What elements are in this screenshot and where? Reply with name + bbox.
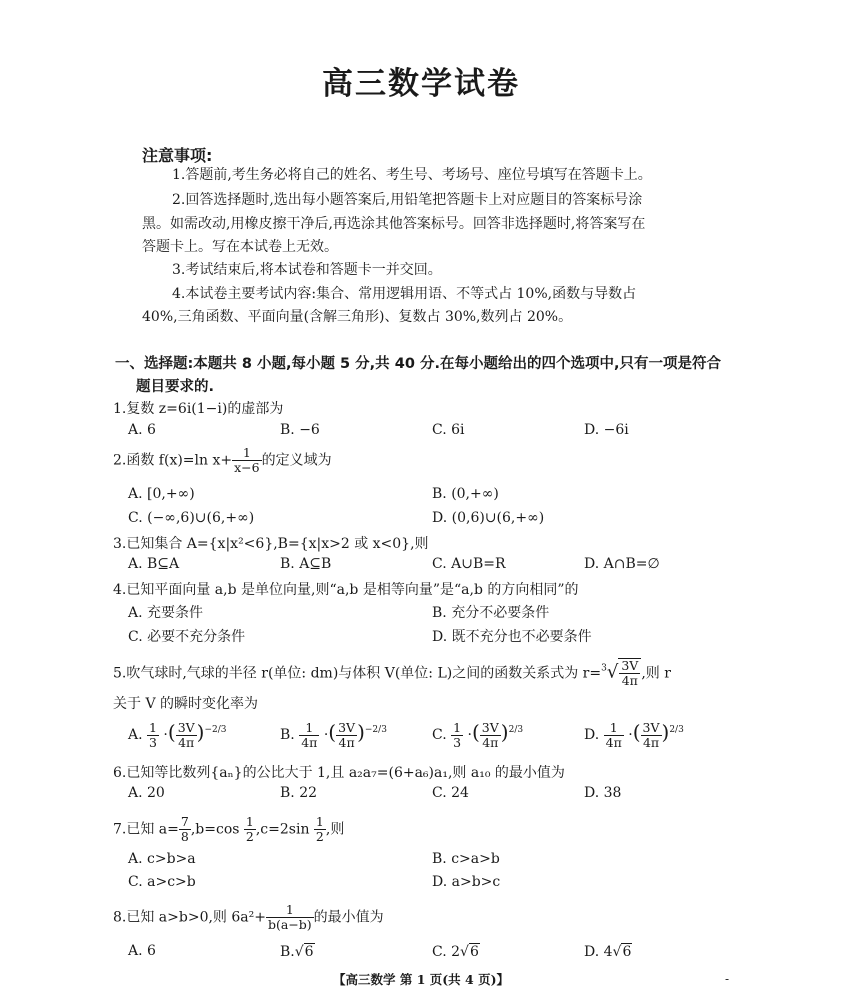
notice-line-2c: 答题卡上。写在本试卷上无效。	[142, 239, 338, 255]
question-1-option-c: C. 6i	[432, 422, 465, 438]
fraction-numerator: 1	[315, 814, 324, 829]
stem-text: 8.已知 a>b>0,则 6a²+	[113, 909, 266, 926]
question-5-stem-cont: 关于 V 的瞬时变化率为	[113, 696, 259, 712]
fraction-numerator: 1	[232, 446, 261, 461]
question-4-option-d: D. 既不充分也不必要条件	[432, 629, 592, 645]
question-7-option-c: C. a>c>b	[128, 874, 196, 890]
question-2-fraction	[232, 446, 261, 475]
option-label: B.	[280, 944, 295, 960]
question-1-option-a: A. 6	[128, 422, 156, 438]
fraction-numerator: 3V	[621, 658, 639, 673]
question-1-option-d: D. −6i	[584, 422, 629, 438]
question-4-option-c: C. 必要不充分条件	[128, 629, 246, 645]
dot: ·	[163, 727, 168, 743]
fraction	[299, 721, 319, 750]
question-2-stem-post: 的定义域为	[261, 452, 332, 469]
question-3-option-c: C. A∪B=R	[432, 556, 506, 572]
question-5-stem-post: ,则 r	[641, 665, 671, 682]
fraction	[176, 721, 197, 750]
question-2-option-d: D. (0,6)∪(6,+∞)	[432, 510, 545, 526]
fraction-denominator: 4π	[338, 734, 355, 750]
radical-sign: √	[294, 944, 304, 960]
question-8-option-d	[584, 943, 632, 960]
fraction	[314, 815, 326, 844]
radicand: 6	[622, 944, 632, 960]
question-1-option-b: B. −6	[280, 422, 320, 438]
fraction	[147, 721, 159, 750]
question-1-stem: 1.复数 z=6i(1−i)的虚部为	[113, 401, 284, 417]
fraction-numerator: 1	[604, 721, 624, 736]
option-label: A.	[128, 727, 143, 743]
fraction-numerator: 3V	[481, 719, 499, 735]
question-4-option-a: A. 充要条件	[128, 605, 204, 621]
fraction	[641, 721, 662, 750]
fraction-denominator: 4π	[642, 734, 660, 750]
exponent: −2/3	[364, 725, 387, 735]
fraction-denominator: 4π	[301, 734, 318, 750]
fraction-numerator: 3V	[338, 719, 356, 735]
fraction-denominator: 4π	[605, 734, 622, 750]
question-2-stem	[113, 446, 332, 475]
fraction	[266, 903, 314, 932]
question-3-option-b: B. A⊆B	[280, 556, 332, 572]
notice-line-1: 1.答题前,考生务必将自己的姓名、考生号、考场号、座位号填写在答题卡上。	[172, 167, 652, 183]
dot: ·	[628, 727, 633, 743]
fraction-denominator: 2	[245, 829, 254, 844]
question-3-stem: 3.已知集合 A={x|x²<6},B={x|x>2 或 x<0},则	[113, 536, 429, 552]
radical-sign: √	[606, 661, 619, 683]
fraction-denominator: 4π	[178, 734, 195, 750]
section-heading: 一、选择题:本题共 8 小题,每小题 5 分,共 40 分.在每小题给出的四个选项中,只有一项是符合	[115, 356, 721, 372]
fraction-numerator: 1	[299, 721, 319, 736]
option-label: B.	[280, 727, 295, 743]
fraction-numerator: 1	[453, 719, 462, 735]
fraction	[451, 721, 463, 750]
question-7-stem	[113, 815, 344, 844]
option-label: D. 4	[584, 944, 613, 960]
question-5-option-a: A. $\frac{1}{3}$ ·( $\frac{3V}{4\pi}$ )$^{-2/3}$	[128, 719, 227, 750]
exponent: −2/3	[204, 725, 227, 735]
fraction-denominator: x−6	[234, 460, 260, 475]
fraction-denominator: 4π	[621, 673, 638, 688]
root-index: 3	[601, 663, 607, 674]
notice-line-4b: 40%,三角函数、平面向量(含解三角形)、复数占 30%,数列占 20%。	[142, 309, 573, 325]
fraction	[336, 721, 357, 750]
question-2-option-a: A. [0,+∞)	[128, 486, 195, 502]
question-5-fraction	[619, 659, 640, 688]
fraction	[244, 815, 256, 844]
stem-text: ,则	[325, 821, 345, 838]
exponent: 2/3	[508, 725, 524, 735]
page-footer: 【高三数学 第 1 页(共 4 页)】	[333, 972, 509, 987]
fraction-denominator: 8	[180, 829, 189, 844]
question-7-option-a: A. c>b>a	[128, 851, 196, 867]
fraction-denominator: 3	[149, 734, 157, 750]
question-4-option-b: B. 充分不必要条件	[432, 605, 550, 621]
notice-line-2b: 黑。如需改动,用橡皮擦干净后,再选涂其他答案标号。回答非选择题时,将答案写在	[142, 216, 646, 232]
dot: ·	[467, 727, 472, 743]
stem-text: 的最小值为	[313, 909, 384, 926]
question-7-option-d: D. a>b>c	[432, 874, 501, 890]
question-8-option-b	[280, 943, 315, 960]
radical-sign: √	[612, 944, 622, 960]
question-7-option-b: B. c>a>b	[432, 851, 500, 867]
fraction	[604, 721, 624, 750]
question-5-option-d: D. $\frac{1}{4\pi}$ ·( $\frac{3V}{4\pi}$ )$^{2/3}$	[584, 719, 684, 750]
notice-heading: 注意事项:	[142, 146, 213, 165]
fraction-denominator: 4π	[482, 734, 499, 750]
question-2-option-c: C. (−∞,6)∪(6,+∞)	[128, 510, 255, 526]
question-6-stem: 6.已知等比数列{aₙ}的公比大于 1,且 a₂a₇=(6+a₆)a₁,则 a₁₀ 的最小值为	[113, 765, 565, 781]
question-8-option-a: A. 6	[128, 943, 156, 959]
exponent: 2/3	[669, 725, 684, 735]
fraction-numerator: 7	[180, 814, 189, 829]
radical-sign: √	[460, 944, 469, 960]
question-6-option-b: B. 22	[280, 785, 318, 801]
question-8-option-c	[432, 943, 480, 960]
question-5-option-c: C. $\frac{1}{3}$ ·( $\frac{3V}{4\pi}$ )$^{2/3}$	[432, 719, 524, 750]
fraction	[179, 815, 191, 844]
question-6-option-c: C. 24	[432, 785, 469, 801]
fraction-denominator: 3	[453, 734, 462, 750]
dot: ·	[323, 727, 329, 743]
notice-line-3: 3.考试结束后,将本试卷和答题卡一并交回。	[172, 262, 442, 278]
radicand: 6	[304, 944, 314, 960]
question-3-option-d: D. A∩B=∅	[584, 556, 660, 572]
question-6-option-a: A. 20	[128, 785, 165, 801]
stem-text: 7.已知 a=	[113, 821, 179, 838]
section-heading-cont: 题目要求的.	[136, 379, 215, 395]
fraction-numerator: 1	[149, 719, 157, 735]
question-2-option-b: B. (0,+∞)	[432, 486, 499, 502]
stem-text: ,b=cos	[190, 821, 240, 838]
corner-mark: -	[725, 972, 730, 986]
question-4-stem: 4.已知平面向量 a,b 是单位向量,则“a,b 是相等向量”是“a,b 的方向相同”的	[113, 582, 579, 598]
option-label: C. 2	[432, 944, 461, 960]
stem-text: ,c=2sin	[255, 821, 310, 838]
question-5-option-b: B. $\frac{1}{4\pi}$ ·( $\frac{3V}{4\pi}$ )$^{-2/3}$	[280, 719, 387, 750]
radicand: 6	[469, 944, 479, 960]
question-5-stem-pre: 5.吹气球时,气球的半径 r(单位: dm)与体积 V(单位: L)之间的函数关系式为 r=	[113, 665, 602, 682]
option-label: C.	[432, 727, 447, 743]
notice-line-2a: 2.回答选择题时,选出每小题答案后,用铅笔把答题卡上对应题目的答案标号涂	[172, 192, 643, 208]
question-2-stem-pre: 2.函数 f(x)=ln x+	[113, 452, 233, 469]
notice-line-4a: 4.本试卷主要考试内容:集合、常用逻辑用语、不等式占 10%,函数与导数占	[172, 286, 637, 302]
fraction-denominator: 2	[315, 829, 324, 844]
question-5-stem	[113, 658, 671, 688]
fraction-numerator: 1	[245, 814, 254, 829]
fraction-numerator: 3V	[642, 719, 660, 735]
fraction-denominator: b(a−b)	[267, 917, 312, 932]
question-8-stem	[113, 903, 384, 932]
page-title: 高三数学试卷	[322, 66, 520, 102]
option-label: D.	[584, 727, 600, 743]
fraction	[480, 721, 501, 750]
fraction-numerator: 1	[266, 903, 314, 918]
question-3-option-a: A. B⊆A	[128, 556, 180, 572]
fraction-numerator: 3V	[177, 719, 195, 735]
question-6-option-d: D. 38	[584, 785, 622, 801]
